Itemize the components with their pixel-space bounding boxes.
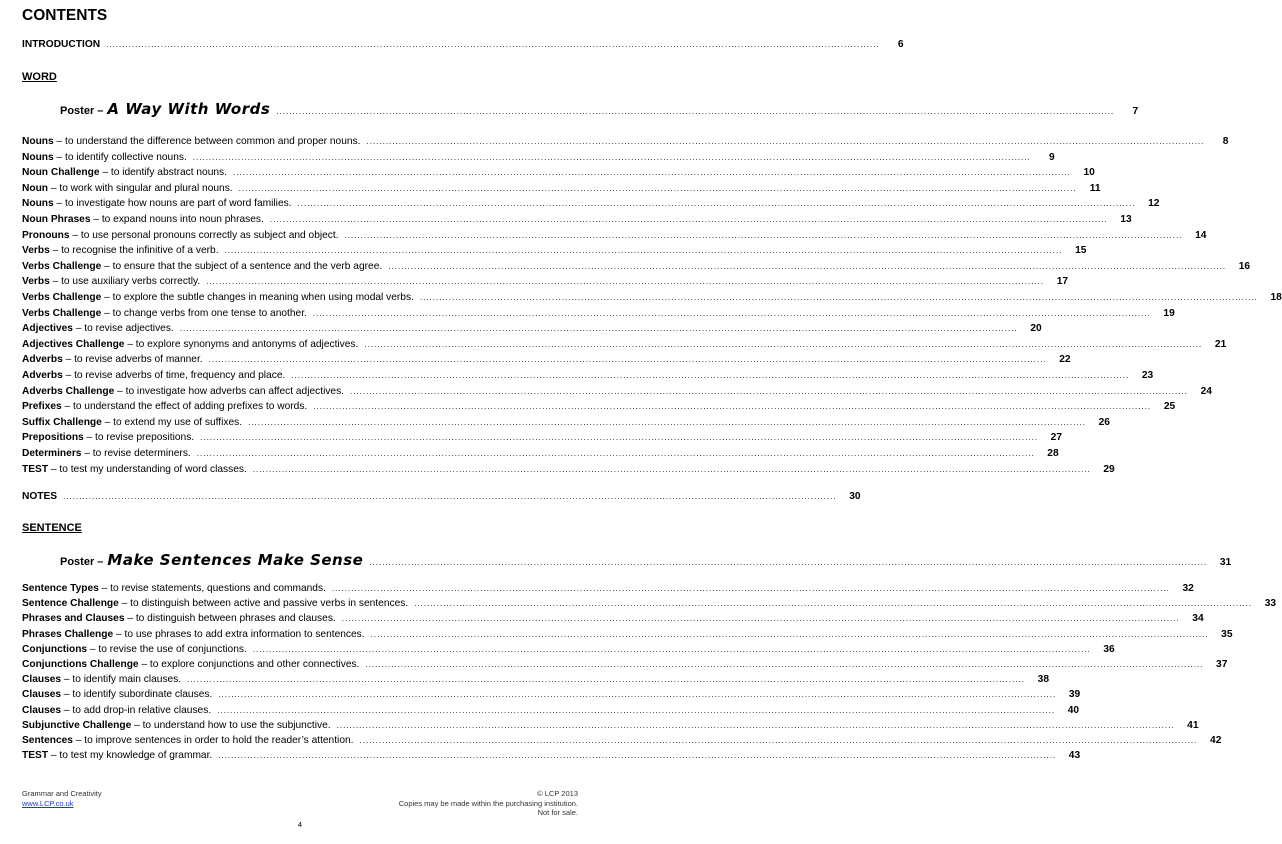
toc-entry[interactable] xyxy=(22,416,1110,432)
entry-label xyxy=(22,354,203,365)
page-number: 24 xyxy=(1200,385,1212,397)
leader-dots: .................................................................................................................................................................................................................................................................... xyxy=(341,614,1180,624)
entry-title: Noun Challenge xyxy=(22,167,100,179)
entry-label xyxy=(22,613,336,624)
page-number: 26 xyxy=(1098,416,1110,428)
leader-dots: .................................................................................................................................................................................................................................................................... xyxy=(269,215,1108,224)
leader-dots: .................................................................................................................................................................................................................................................................... xyxy=(414,599,1253,609)
page-number: 34 xyxy=(1192,613,1204,625)
entry-label xyxy=(22,214,264,225)
entry-description: – to use auxiliary verbs correctly. xyxy=(49,276,201,288)
leader-dots: .................................................................................................................................................................................................................................................................... xyxy=(370,629,1209,639)
entry-label xyxy=(22,735,353,746)
page-number: 23 xyxy=(1141,370,1154,381)
entry-title: Adverbs xyxy=(22,354,63,366)
leader-dots: .................................................................................................................................................................................................................................................................... xyxy=(388,261,1227,271)
page-number: 17 xyxy=(1056,276,1069,288)
entry-title: Noun xyxy=(22,182,49,194)
entry-description: – to add drop-in relative clauses. xyxy=(61,704,212,716)
entry-title: Nouns xyxy=(22,198,54,210)
page-number: 13 xyxy=(1120,214,1132,225)
leader-dots: .................................................................................................................................................................................................................................................................... xyxy=(208,355,1047,365)
toc-entry[interactable] xyxy=(22,245,1087,260)
section-heading-word: WORD xyxy=(22,71,57,83)
leader-dots: .................................................................................................................................................................................................................................................................... xyxy=(364,339,1203,349)
leader-dots: .................................................................................................................................................................................................................................................................... xyxy=(366,137,1205,146)
entry-label xyxy=(22,230,339,241)
entry-description: – to use personal pronouns correctly as subject and object. xyxy=(69,229,339,241)
entry-description: – to distinguish between active and passive verbs in sentences. xyxy=(118,598,409,610)
toc-entry[interactable] xyxy=(22,136,1229,151)
toc-entry[interactable] xyxy=(22,704,1080,720)
toc-entry[interactable] xyxy=(22,643,1115,659)
entry-label xyxy=(22,292,414,303)
entry-label xyxy=(22,464,247,475)
entry-description: – to revise adjectives. xyxy=(72,323,174,335)
toc-entry[interactable] xyxy=(22,229,1207,245)
entry-label xyxy=(22,401,307,412)
leader-dots: .................................................................................................................................................................................................................................................................... xyxy=(218,751,1057,761)
entry-label xyxy=(22,720,331,731)
entry-title: Adjectives xyxy=(22,323,73,335)
entry-title: Suffix Challenge xyxy=(22,416,102,428)
entry-description: – to extend my use of suffixes. xyxy=(101,416,243,428)
leader-dots: ................................................................................................................................................................................................................................................ xyxy=(63,492,837,501)
leader-dots: .................................................................................................................................................................................................................................................................... xyxy=(336,720,1175,730)
toc-entry[interactable] xyxy=(22,659,1228,674)
leader-dots: .................................................................................................................................................................................................................................................................... xyxy=(248,417,1086,427)
page-number: 38 xyxy=(1037,674,1050,686)
entry-label xyxy=(22,705,211,716)
toc-entry[interactable] xyxy=(22,307,1175,323)
leader-dots: .................................................................................................................................................................................................................................................................... xyxy=(365,660,1204,669)
page-number: 21 xyxy=(1214,338,1227,350)
entry-description: – to explore conjunctions and other connectives. xyxy=(138,659,360,670)
toc-entry[interactable] xyxy=(22,689,1081,704)
entry-description: – to use phrases to add extra information to sentences. xyxy=(113,628,365,640)
entry-description: – to ensure that the subject of a sentence and the verb agree. xyxy=(101,260,383,272)
entry-description: – to recognise the infinitive of a verb. xyxy=(49,245,219,257)
entry-title: TEST xyxy=(22,463,49,475)
entry-label xyxy=(22,245,219,256)
entry-description: – to identify abstract nouns. xyxy=(99,167,227,179)
entry-label xyxy=(22,689,212,700)
entry-description: – to revise the use of conjunctions. xyxy=(87,643,247,655)
entry-label xyxy=(22,448,191,459)
page-number: 29 xyxy=(1103,463,1115,475)
entry-title: Clauses xyxy=(22,689,62,701)
entry-title: Adverbs Challenge xyxy=(22,385,115,397)
entry-title: Phrases Challenge xyxy=(22,628,114,640)
toc-entry[interactable] xyxy=(22,448,1059,463)
entry-label xyxy=(22,674,181,685)
toc-entry[interactable] xyxy=(22,354,1071,369)
page-number: 12 xyxy=(1148,198,1160,210)
toc-entry[interactable] xyxy=(22,719,1199,735)
toc-notes[interactable] xyxy=(22,491,861,506)
poster-prefix: Poster – xyxy=(60,556,104,568)
leader-dots: .................................................................................................................................................................................................................................................................... xyxy=(200,433,1039,443)
leader-dots: .................................................................................................................................................................................................................................................................... xyxy=(313,402,1152,412)
page-title: CONTENTS xyxy=(22,7,108,24)
entry-title: Prefixes xyxy=(22,401,62,413)
toc-entry[interactable] xyxy=(22,613,1204,628)
page-number-footer: 4 xyxy=(297,820,303,829)
entry-label xyxy=(22,308,307,319)
entry-description: – to understand the effect of adding prefixes to words. xyxy=(61,401,308,413)
entry-label xyxy=(22,583,326,594)
page-number: 11 xyxy=(1089,182,1101,194)
footer-copyright: © LCP 2013 xyxy=(537,789,578,798)
entry-title: Adjectives Challenge xyxy=(22,338,125,350)
page-number: 16 xyxy=(1238,260,1251,272)
toc-entry[interactable] xyxy=(22,198,1160,213)
leader-dots: .................................................................................................................................................................................................................................................................... xyxy=(232,168,1071,178)
entry-description: – to revise prepositions. xyxy=(83,432,195,444)
page-number: 33 xyxy=(1264,598,1277,610)
page-number: 22 xyxy=(1059,354,1071,366)
entry-description: – to expand nouns into noun phrases. xyxy=(90,214,264,225)
leader-dots: .................................................................................................................................................................................................................................................................... xyxy=(331,584,1170,593)
entry-description: – to distinguish between phrases and clauses. xyxy=(124,613,336,625)
leader-dots: .................................................................................................................................................................................................................................................................... xyxy=(179,324,1018,334)
entry-title: Pronouns xyxy=(22,229,70,241)
entry-title: Nouns xyxy=(22,151,54,163)
entry-description: – to change verbs from one tense to another. xyxy=(101,307,307,319)
entry-description: – to identify collective nouns. xyxy=(53,151,187,163)
leader-dots: .................................................................................................................................................................................................................................................................... xyxy=(291,371,1130,380)
toc-entry[interactable] xyxy=(22,432,1063,447)
entry-label xyxy=(22,659,359,670)
footer-left-title: Grammar and Creativity xyxy=(22,789,102,798)
leader-dots: .................................................................................................................................................................................................................................................................... xyxy=(206,277,1045,287)
toc-entry[interactable] xyxy=(22,370,1154,385)
entry-title: Determiners xyxy=(22,448,82,459)
entry-description: – to revise determiners. xyxy=(81,448,191,459)
entry-description: – to work with singular and plural nouns. xyxy=(48,182,233,194)
toc-poster-sentence[interactable] xyxy=(60,551,1232,573)
entry-label xyxy=(22,339,358,350)
entry-description: – to revise adverbs of manner. xyxy=(62,354,203,366)
leader-dots: .................................................................................................................................................................................................................................................................... xyxy=(192,152,1031,162)
leader-dots: .................................................................................................................................................................................................................................................................... xyxy=(218,690,1057,700)
toc-entry[interactable] xyxy=(22,260,1251,276)
leader-dots: .................................................................................................................................................................................................................................................................... xyxy=(238,183,1077,193)
page-number: 37 xyxy=(1216,659,1228,670)
toc-entry[interactable] xyxy=(22,167,1095,182)
toc-entry[interactable] xyxy=(22,463,1115,479)
entry-title: Subjunctive Challenge xyxy=(22,719,132,731)
entry-title: Verbs xyxy=(22,245,50,257)
toc-entry[interactable] xyxy=(22,276,1069,291)
entry-description: – to investigate how nouns are part of word families. xyxy=(53,198,292,210)
page-number: 19 xyxy=(1163,307,1175,319)
leader-dots: .................................................................................................................................................................................................................................................................... xyxy=(252,464,1091,474)
entry-description: – to improve sentences in order to hold the reader’s attention. xyxy=(72,735,354,746)
page-number: 20 xyxy=(1030,323,1042,335)
entry-title: Noun Phrases xyxy=(22,214,91,225)
leader-dots: .................................................................................................................................................................................................................................................................... xyxy=(187,675,1026,685)
entry-label xyxy=(22,152,187,163)
toc-entry[interactable] xyxy=(22,323,1042,338)
entry-label xyxy=(22,276,200,287)
entry-label xyxy=(22,750,212,761)
leader-dots: .................................................................................................................................................................................................................................................................... xyxy=(297,199,1136,209)
toc-entry[interactable] xyxy=(22,674,1050,689)
notes-label: NOTES xyxy=(22,491,58,502)
poster-title: Make Sentences Make Sense xyxy=(107,551,364,569)
page-number: 32 xyxy=(1182,583,1194,594)
footer-note-sale: Not for sale. xyxy=(537,808,578,817)
footer-note: Copies may be made within the purchasing institution. xyxy=(398,799,578,808)
page-number: 27 xyxy=(1050,432,1063,444)
footer-link[interactable]: www.LCP.co.uk xyxy=(22,799,74,808)
toc-entry[interactable] xyxy=(22,598,1277,613)
toc-entry[interactable] xyxy=(22,750,1081,765)
entry-label xyxy=(22,261,382,272)
page-number: 41 xyxy=(1187,719,1199,731)
entry-label xyxy=(22,198,292,209)
toc-entry[interactable] xyxy=(22,735,1222,750)
entry-title: Verbs Challenge xyxy=(22,307,102,319)
page-number: 18 xyxy=(1270,292,1282,303)
toc-entry[interactable] xyxy=(22,628,1233,644)
leader-dots: .................................................................................................................................................................................................................................................................... xyxy=(276,107,1115,116)
entry-title: Sentence Types xyxy=(22,583,99,594)
page-number: 14 xyxy=(1195,229,1207,241)
leader-dots: .................................................................................................................................................................................................................................................................... xyxy=(252,644,1091,654)
toc-poster-word[interactable] xyxy=(60,100,1139,122)
page-number: 36 xyxy=(1103,643,1115,655)
toc-introduction[interactable] xyxy=(22,39,904,54)
entry-title: Sentences xyxy=(22,735,73,746)
leader-dots: ................................................................................................................................................................................................................................................ xyxy=(106,40,880,49)
entry-title: Verbs Challenge xyxy=(22,260,102,272)
leader-dots: .................................................................................................................................................................................................................................................................... xyxy=(359,736,1198,745)
entry-label xyxy=(22,417,242,428)
entry-title: Sentence Challenge xyxy=(22,598,119,610)
entry-label xyxy=(22,598,408,609)
entry-label xyxy=(22,644,247,655)
page-number: 10 xyxy=(1083,167,1095,179)
entry-title: TEST xyxy=(22,750,49,762)
leader-dots: .................................................................................................................................................................................................................................................................... xyxy=(369,558,1208,567)
entry-description: – to revise statements, questions and commands. xyxy=(98,583,326,594)
entry-label xyxy=(22,183,233,194)
entry-description: – to identify subordinate clauses. xyxy=(61,689,213,701)
page-number: 7 xyxy=(1132,106,1139,117)
toc-entry[interactable] xyxy=(22,385,1212,401)
page-number: 30 xyxy=(849,491,861,502)
entry-title: Phrases and Clauses xyxy=(22,613,125,625)
page-number: 40 xyxy=(1067,704,1080,716)
page-number: 39 xyxy=(1068,689,1081,701)
entry-label xyxy=(22,323,174,334)
toc-entry[interactable] xyxy=(22,182,1101,198)
entry-title: Conjunctions xyxy=(22,643,88,655)
toc-entry[interactable] xyxy=(22,338,1227,354)
entry-label xyxy=(22,432,194,443)
entry-description: – to test my understanding of word classes. xyxy=(48,463,247,475)
entry-description: – to revise adverbs of time, frequency and place. xyxy=(62,370,286,381)
toc-entry[interactable] xyxy=(22,401,1176,416)
page-number: 25 xyxy=(1163,401,1176,413)
page-number: 42 xyxy=(1210,735,1222,746)
page-number: 15 xyxy=(1075,245,1087,257)
toc-entry[interactable] xyxy=(22,583,1194,598)
page-number: 43 xyxy=(1068,750,1081,762)
entry-description: – to understand how to use the subjunctive. xyxy=(131,719,331,731)
leader-dots: .................................................................................................................................................................................................................................................................... xyxy=(350,386,1188,396)
page-number: 9 xyxy=(1049,151,1055,163)
entry-description: – to test my knowledge of grammar. xyxy=(48,750,213,762)
entry-label xyxy=(22,629,365,640)
entry-description: – to understand the difference between common and proper nouns. xyxy=(53,136,361,147)
toc-entry[interactable] xyxy=(22,151,1055,167)
toc-entry[interactable] xyxy=(22,214,1132,229)
entry-title: Verbs Challenge xyxy=(22,292,102,303)
entry-title: Conjunctions Challenge xyxy=(22,659,139,670)
page-number: 31 xyxy=(1219,557,1232,568)
leader-dots: .................................................................................................................................................................................................................................................................... xyxy=(312,308,1151,318)
page-number: 8 xyxy=(1222,136,1229,147)
entry-description: – to investigate how adverbs can affect adjectives. xyxy=(114,385,345,397)
entry-title: Clauses xyxy=(22,704,62,716)
introduction-label: INTRODUCTION xyxy=(22,39,101,50)
page-number: 6 xyxy=(897,39,904,50)
leader-dots: .................................................................................................................................................................................................................................................................... xyxy=(419,293,1258,302)
entry-title: Clauses xyxy=(22,674,62,686)
entry-title: Prepositions xyxy=(22,432,84,444)
entry-label xyxy=(22,370,285,381)
poster-prefix: Poster – xyxy=(60,105,104,117)
entry-label xyxy=(22,167,227,178)
toc-entry[interactable] xyxy=(22,292,1282,307)
entry-label xyxy=(22,136,360,147)
leader-dots: .................................................................................................................................................................................................................................................................... xyxy=(224,246,1063,256)
entry-title: Verbs xyxy=(22,276,50,288)
page-number: 35 xyxy=(1221,628,1233,640)
entry-description: – to identify main clauses. xyxy=(61,674,182,686)
poster-title: A Way With Words xyxy=(107,100,271,118)
entry-description: – to explore the subtle changes in meaning when using modal verbs. xyxy=(101,292,414,303)
leader-dots: .................................................................................................................................................................................................................................................................... xyxy=(344,230,1183,240)
entry-description: – to explore synonyms and antonyms of adjectives. xyxy=(124,338,359,350)
leader-dots: .................................................................................................................................................................................................................................................................... xyxy=(217,705,1056,715)
leader-dots: .................................................................................................................................................................................................................................................................... xyxy=(196,449,1035,458)
entry-title: Adverbs xyxy=(22,370,63,381)
page-number: 28 xyxy=(1047,448,1059,459)
section-heading-sentence: SENTENCE xyxy=(22,522,82,534)
entry-label xyxy=(22,386,344,397)
entry-title: Nouns xyxy=(22,136,54,147)
